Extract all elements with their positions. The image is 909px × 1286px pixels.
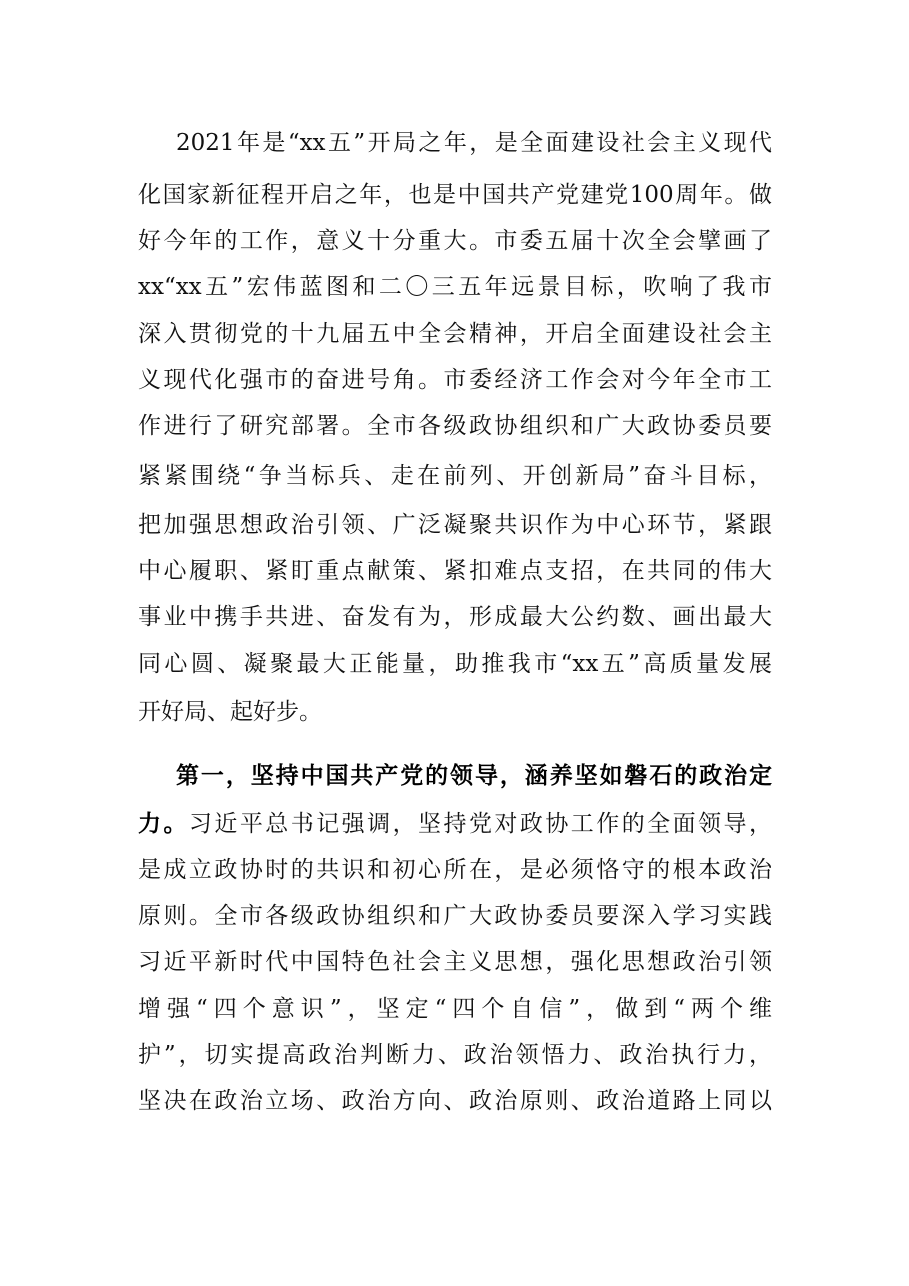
paragraph-1-line-3: 好今年的工作，意义十分重大。市委五届十次全会擘画了 [138, 228, 772, 254]
paragraph-1-line-4: xx“xx五”宏伟蓝图和二〇三五年远景目标，吹响了我市 [138, 274, 772, 300]
paragraph-2-line-3: 是成立政协时的共识和初心所在，是必须恪守的根本政治 [138, 857, 772, 883]
paragraph-1-line-7: 作进行了研究部署。全市各级政协组织和广大政协委员要 [138, 413, 772, 439]
paragraph-2-line-2 [138, 804, 772, 844]
paragraph-1-line-10: 中心履职、紧盯重点献策、紧扣难点支招，在共同的伟大 [138, 558, 772, 584]
paragraph-2-line-5: 习近平新时代中国特色社会主义思想，强化思想政治引领 [138, 949, 772, 975]
paragraph-2-line-7: 护”，切实提高政治判断力、政治领悟力、政治执行力， [138, 1042, 772, 1068]
paragraph-1-line-9: 把加强思想政治引领、广泛凝聚共识作为中心环节，紧跟 [138, 512, 772, 538]
paragraph-1-line-1: 2021年是“xx五”开局之年，是全面建设社会主义现代 [176, 130, 772, 156]
paragraph-2-line-4: 原则。全市各级政协组织和广大政协委员要深入学习实践 [138, 903, 772, 929]
paragraph-1-line-11: 事业中携手共进、奋发有为，形成最大公约数、画出最大 [138, 604, 772, 630]
paragraph-1-line-13: 开好局、起好步。 [138, 699, 322, 725]
paragraph-2-heading-end: 力。 [138, 810, 189, 837]
paragraph-1-line-2: 化国家新征程开启之年，也是中国共产党建党100周年。做 [138, 182, 772, 208]
paragraph-1-line-6: 义现代化强市的奋进号角。市委经济工作会对今年全市工 [138, 367, 772, 393]
paragraph-2-line-6: 增强“四个意识”，坚定“四个自信”，做到“两个维 [138, 996, 772, 1022]
paragraph-1-line-12: 同心圆、凝聚最大正能量，助推我市“xx五”高质量发展 [138, 651, 772, 677]
paragraph-1-line-8: 紧紧围绕“争当标兵、走在前列、开创新局”奋斗目标， [138, 463, 772, 489]
paragraph-1-line-5: 深入贯彻党的十九届五中全会精神，开启全面建设社会主 [138, 321, 772, 347]
paragraph-2-line-8: 坚决在政治立场、政治方向、政治原则、政治道路上同以 [138, 1088, 772, 1114]
paragraph-2-heading-line-1: 第一，坚持中国共产党的领导，涵养坚如磐石的政治定 [176, 762, 772, 789]
paragraph-2-line-2-text: 习近平总书记强调，坚持党对政协工作的全面领导， [188, 811, 773, 837]
